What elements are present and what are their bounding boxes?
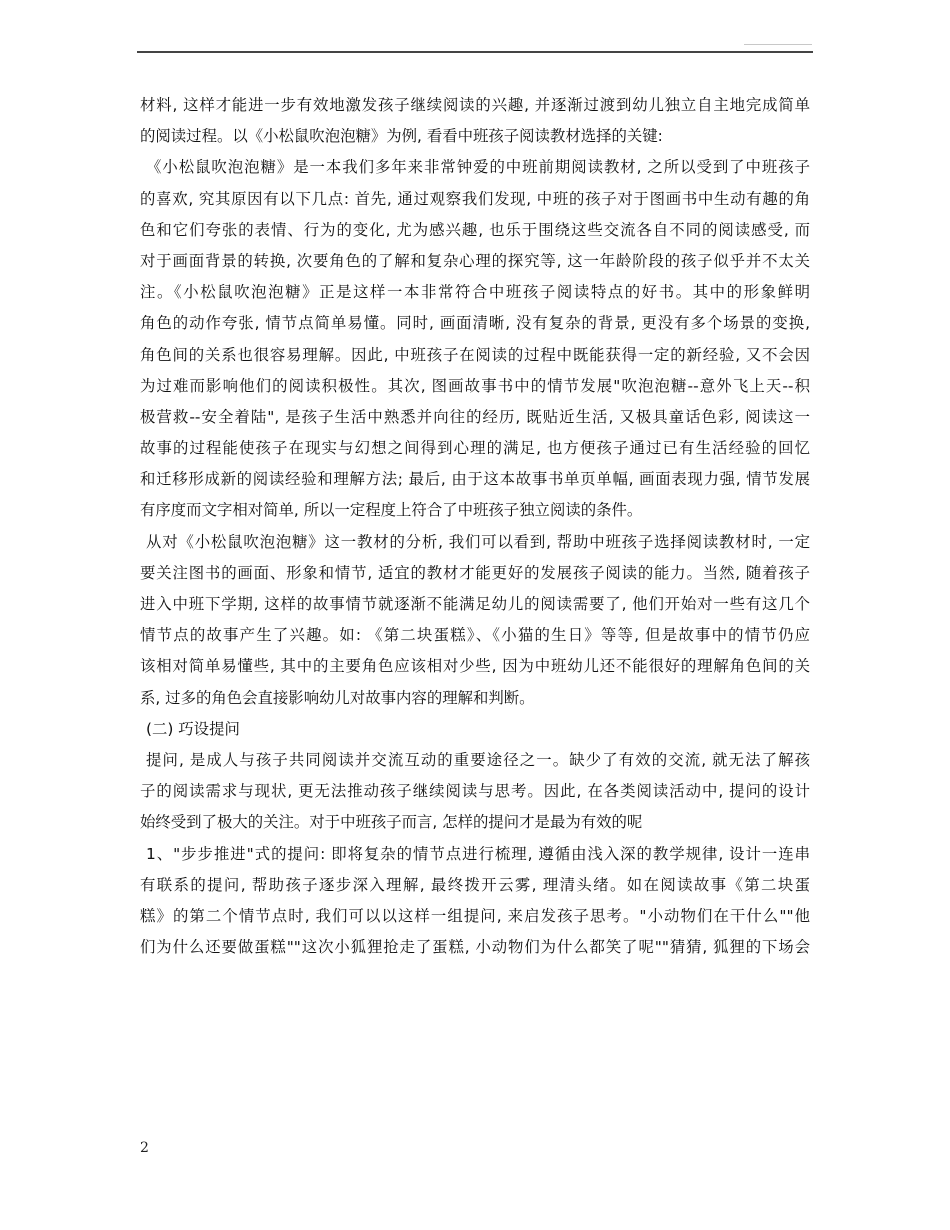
text-line: 材料, 这样才能进一步有效地激发孩子继续阅读的兴趣, 并逐渐过渡到幼儿独立自主地完成简单 [140,96,810,114]
header-rule [137,51,813,53]
section-heading: (二) 巧设提问 [146,719,240,738]
text-line: 有联系的提问, 帮助孩子逐步深入理解, 最终拨开云雾, 理清头绪。如在阅读故事《第二块蛋 [140,875,810,894]
text-line: 们为什么还要做蛋糕""这次小狐狸抢走了蛋糕, 小动物们为什么都笑了呢""猜猜, 狐狸的下场会 [140,938,810,957]
document-body [140,90,810,963]
text-line: 为过难而影响他们的阅读积极性。其次, 图画故事书中的情节发展"吹泡泡糖--意外飞上天--积 [140,376,810,395]
header-mark [744,44,812,45]
text-line: 始终受到了极大的关注。对于中班孩子而言, 怎样的提问才是最为有效的呢 [140,813,643,832]
text-line: 角色的动作夸张, 情节点简单易懂。同时, 画面清晰, 没有复杂的背景, 更没有多个场景的变换, [140,314,810,333]
text-line: 有序度而文字相对简单, 所以一定程度上符合了中班孩子独立阅读的条件。 [140,501,643,520]
text-line: 系, 过多的角色会直接影响幼儿对故事内容的理解和判断。 [140,688,535,707]
text-line: 《小松鼠吹泡泡糖》是一本我们多年来非常钟爱的中班前期阅读教材, 之所以受到了中班孩子 [146,158,810,177]
text-line: 从对《小松鼠吹泡泡糖》这一教材的分析, 我们可以看到, 帮助中班孩子选择阅读教材时, 一定 [146,532,810,551]
text-line: 进入中班下学期, 这样的故事情节就逐渐不能满足幼儿的阅读需要了, 他们开始对一些有这几个 [140,595,810,613]
text-line: 和迁移形成新的阅读经验和理解方法; 最后, 由于这本故事书单页单幅, 画面表现力强, 情节发展 [140,470,810,489]
text-line: 对于画面背景的转换, 次要角色的了解和复杂心理的探究等, 这一年龄阶段的孩子似乎并不太关 [140,251,810,270]
text-line: 的阅读过程。以《小松鼠吹泡泡糖》为例, 看看中班孩子阅读教材选择的关键: [140,127,663,146]
text-line: 角色间的关系也很容易理解。因此, 中班孩子在阅读的过程中既能获得一定的新经验, 又不会因 [140,345,810,364]
text-line: 该相对简单易懂些, 其中的主要角色应该相对少些, 因为中班幼儿还不能很好的理解角色间的关 [140,657,810,676]
text-line: 注。《小松鼠吹泡泡糖》正是这样一本非常符合中班孩子阅读特点的好书。其中的形象鲜明 [140,283,810,302]
text-line: 提问, 是成人与孩子共同阅读并交流互动的重要途径之一。缺少了有效的交流, 就无法了解孩 [146,750,810,769]
text-line: 1、"步步推进"式的提问: 即将复杂的情节点进行梳理, 遵循由浅入深的教学规律, 设计一连串 [146,844,810,863]
text-line: 的喜欢, 究其原因有以下几点: 首先, 通过观察我们发现, 中班的孩子对于图画书中生动有趣的角 [140,189,810,208]
text-line: 故事的过程能使孩子在现实与幻想之间得到心理的满足, 也方便孩子通过已有生活经验的回忆 [140,439,810,458]
text-line: 色和它们夸张的表情、行为的变化, 尤为感兴趣, 也乐于围绕这些交流各自不同的阅读感受, 而 [140,220,810,239]
text-line: 糕》的第二个情节点时, 我们可以以这样一组提问, 来启发孩子思考。"小动物们在干什么""他 [140,906,810,925]
text-line: 要关注图书的画面、形象和情节, 适宜的教材才能更好的发展孩子阅读的能力。当然, 随着孩子 [140,563,810,582]
text-line: 极营救--安全着陆", 是孩子生活中熟悉并向往的经历, 既贴近生活, 又极具童话色彩, 阅读这一 [140,407,810,426]
text-line: 情节点的故事产生了兴趣。如: 《第二块蛋糕》、《小猫的生日》等等, 但是故事中的情节仍应 [140,626,810,645]
page-number: 2 [140,1140,149,1156]
text-line: 子的阅读需求与现状, 更无法推动孩子继续阅读与思考。因此, 在各类阅读活动中, 提问的设计 [140,782,810,801]
